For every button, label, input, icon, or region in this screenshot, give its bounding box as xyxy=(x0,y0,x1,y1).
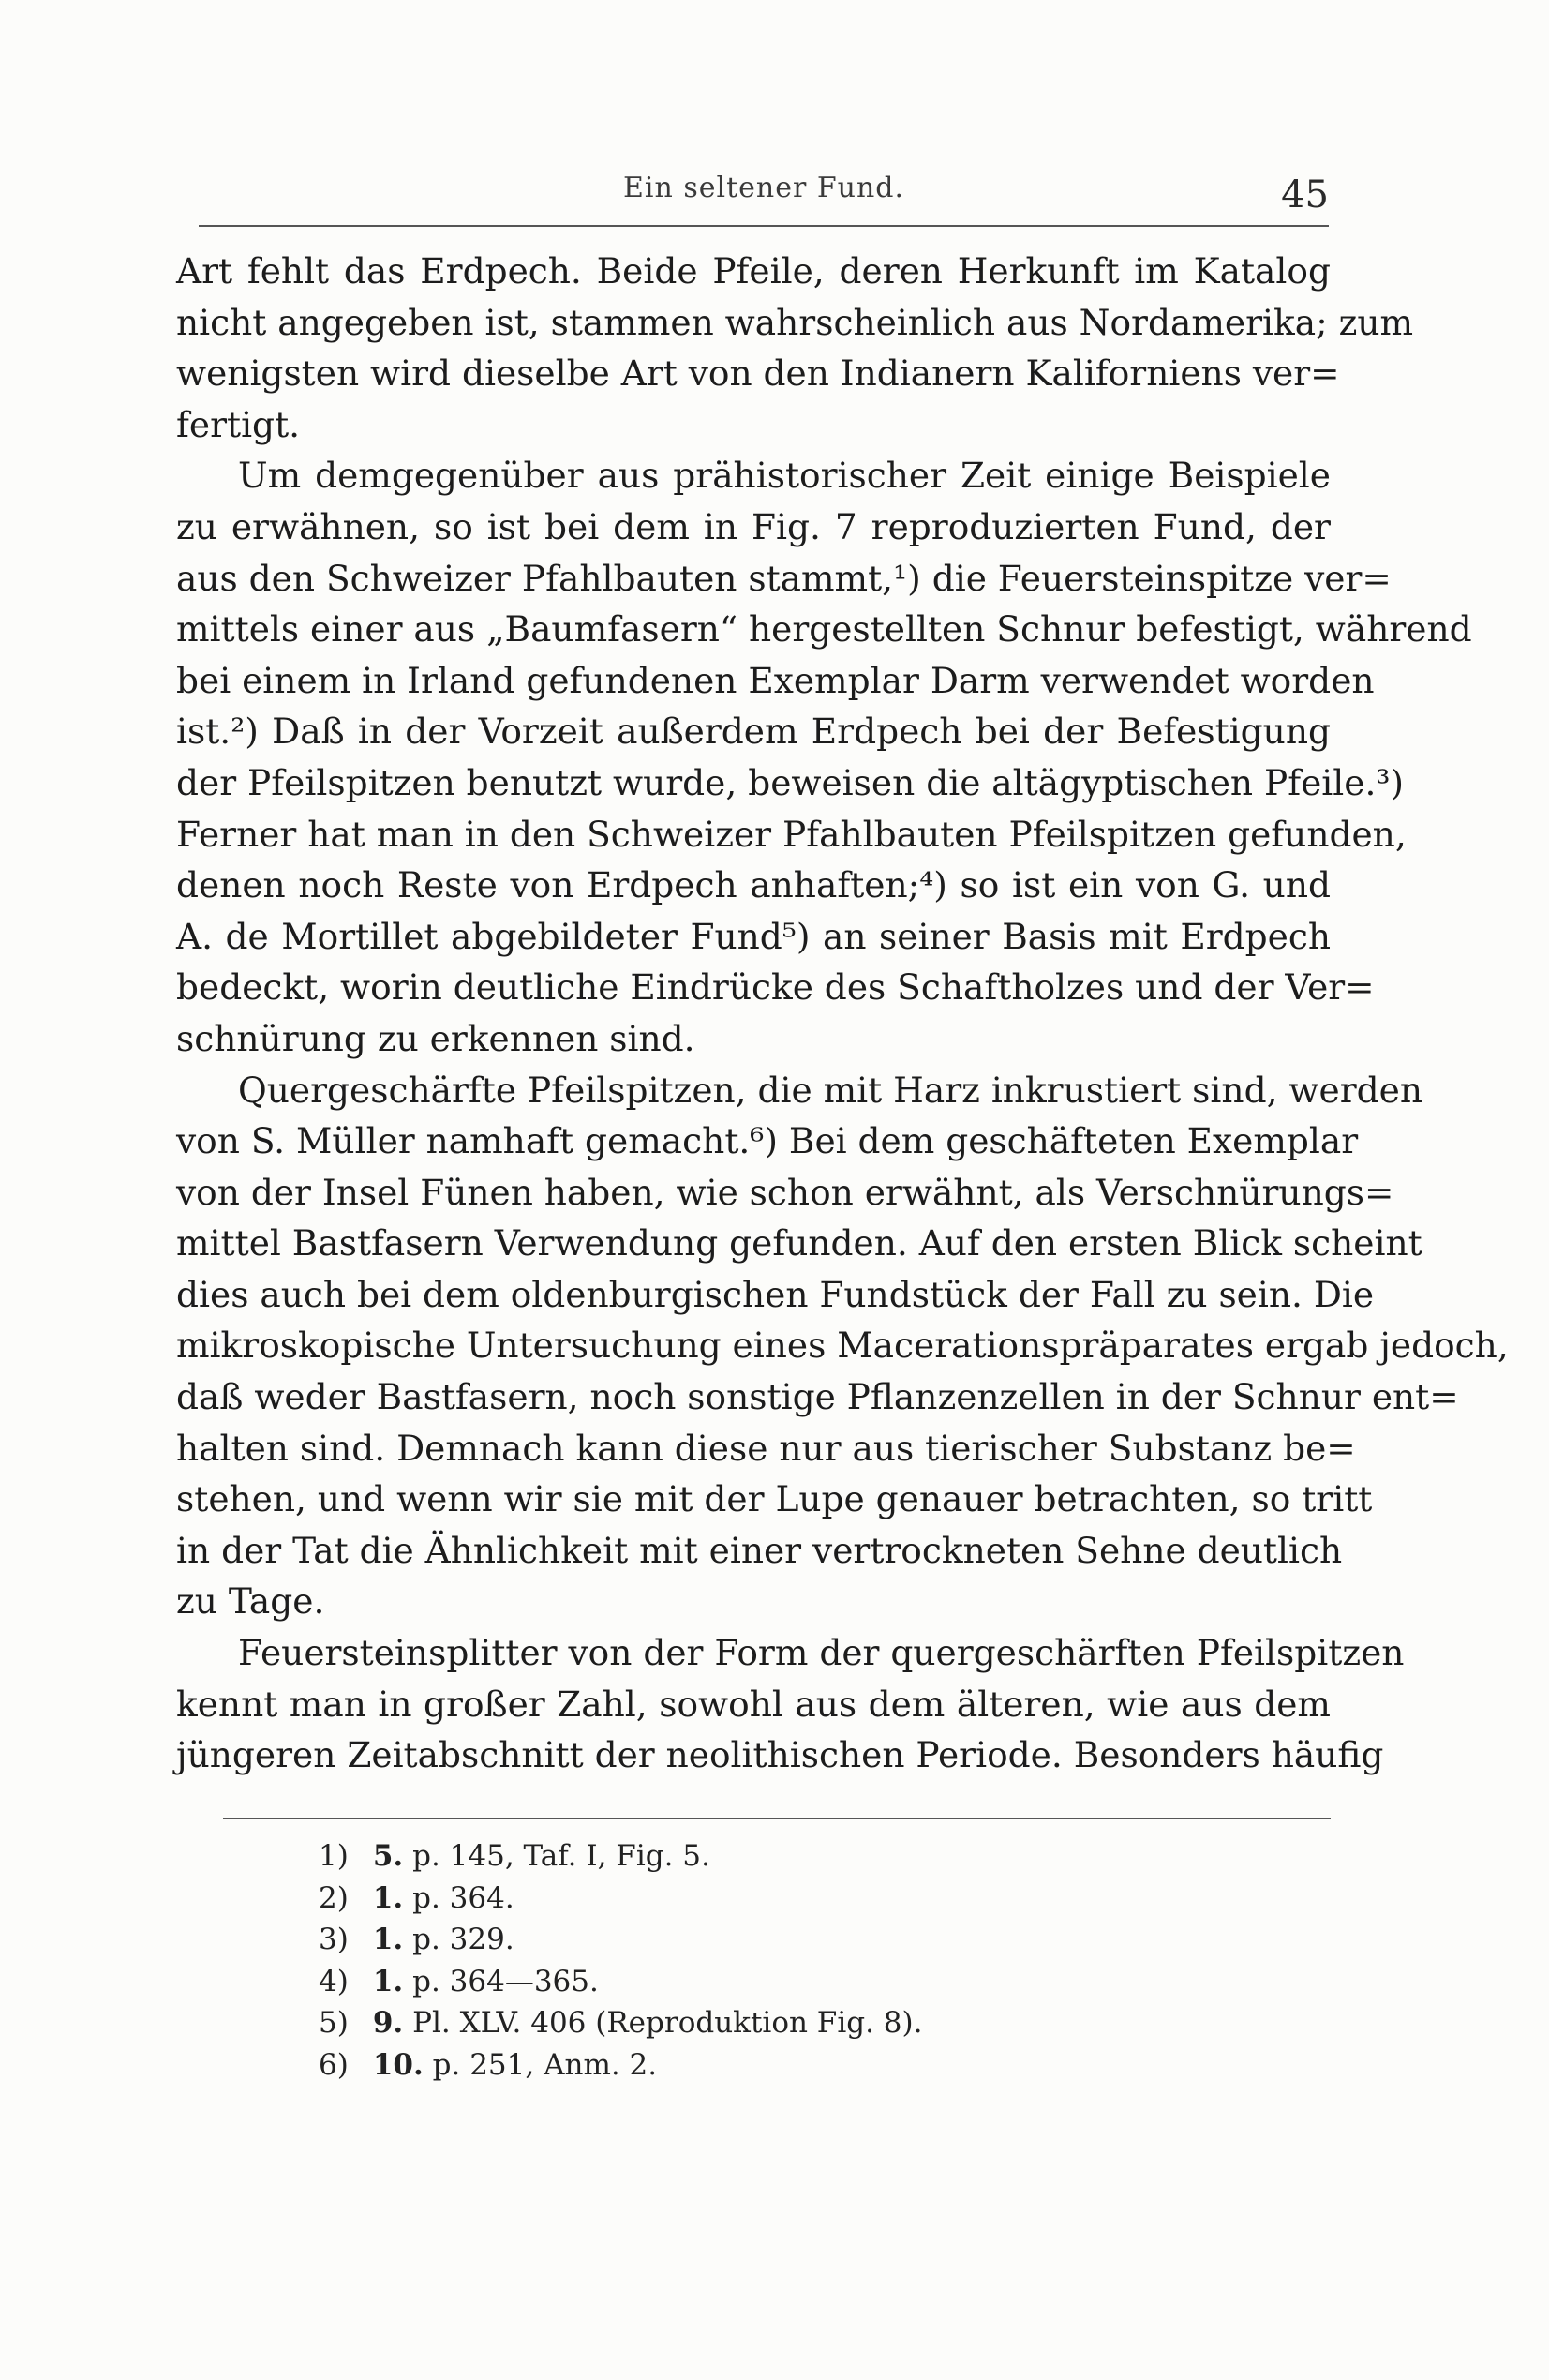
footnote-text: p. 145, Taf. I, Fig. 5. xyxy=(412,1839,710,1873)
text-line: Art fehlt das Erdpech. Beide Pfeile, deren Herkunft im Katalog xyxy=(176,250,1331,292)
footnote xyxy=(319,2002,1162,2044)
footnote-text: Pl. XLV. 406 (Reproduktion Fig. 8). xyxy=(412,2006,923,2040)
footnote xyxy=(319,1835,1162,1878)
footnote-ref: 5. xyxy=(372,1839,404,1873)
text-line: Feuersteinsplitter von der Form der quergeschärften Pfeilspitzen xyxy=(238,1632,1405,1674)
text-line: halten sind. Demnach kann diese nur aus tierischer Substanz be= xyxy=(176,1427,1356,1469)
footnote-marker: 2) xyxy=(319,1880,349,1915)
footnote-text: p. 251, Anm. 2. xyxy=(432,2047,658,2082)
footnote-ref: 1. xyxy=(372,1923,404,1956)
footnote-rule xyxy=(223,1818,1331,1819)
text-line: mikroskopische Untersuchung eines Macerationspräparates ergab jedoch, xyxy=(176,1325,1509,1367)
text-line: denen noch Reste von Erdpech anhaften;⁴) so ist ein von G. und xyxy=(176,864,1331,906)
text-line: jüngeren Zeitabschnitt der neolithischen Periode. Besonders häufig xyxy=(176,1734,1384,1776)
running-head xyxy=(199,164,1329,220)
text-line: dies auch bei dem oldenburgischen Fundstück der Fall zu sein. Die xyxy=(176,1273,1375,1315)
text-line: kennt man in großer Zahl, sowohl aus dem älteren, wie aus dem xyxy=(176,1683,1331,1725)
text-line: mittel Bastfasern Verwendung gefunden. Auf den ersten Blick scheint xyxy=(176,1222,1422,1265)
footnote-ref: 10. xyxy=(372,2047,424,2082)
footnote-marker: 3) xyxy=(319,1923,349,1956)
text-line: mittels einer aus „Baumfasern“ hergestellten Schnur befestigt, während xyxy=(176,608,1472,651)
page-number: 45 xyxy=(1281,173,1329,217)
text-line: Um demgegenüber aus prähistorischer Zeit einige Beispiele xyxy=(238,455,1331,497)
footnote-marker: 5) xyxy=(319,2006,349,2040)
text-line: Quergeschärfte Pfeilspitzen, die mit Harz inkrustiert sind, werden xyxy=(238,1069,1422,1111)
text-line: von der Insel Fünen haben, wie schon erwähnt, als Verschnürungs= xyxy=(176,1171,1394,1213)
header-rule xyxy=(199,225,1329,227)
body-text xyxy=(176,246,1509,1781)
text-line: Ferner hat man in den Schweizer Pfahlbauten Pfeilspitzen gefunden, xyxy=(176,813,1407,855)
text-line: wenigsten wird dieselbe Art von den Indianern Kaliforniens ver= xyxy=(176,352,1340,395)
text-line: daß weder Bastfasern, noch sonstige Pflanzenzellen in der Schnur ent= xyxy=(176,1376,1459,1418)
footnote-text: p. 364. xyxy=(412,1880,514,1915)
text-line: aus den Schweizer Pfahlbauten stammt,¹) die Feuersteinspitze ver= xyxy=(176,557,1392,599)
footnote xyxy=(319,2044,1162,2087)
footnote xyxy=(319,1878,1162,1920)
footnote-ref: 9. xyxy=(372,2006,404,2040)
text-line: der Pfeilspitzen benutzt wurde, beweisen die altägyptischen Pfeile.³) xyxy=(176,761,1405,803)
footnote-marker: 6) xyxy=(319,2047,349,2082)
text-line: zu erwähnen, so ist bei dem in Fig. 7 reproduzierten Fund, der xyxy=(176,505,1331,547)
text-line: schnürung zu erkennen sind. xyxy=(176,1017,695,1059)
running-title: Ein seltener Fund. xyxy=(622,172,905,204)
footnote-ref: 1. xyxy=(372,1880,404,1915)
text-line: A. de Mortillet abgebildeter Fund⁵) an seiner Basis mit Erdpech xyxy=(176,915,1331,957)
footnote-marker: 1) xyxy=(319,1839,349,1873)
text-line: bedeckt, worin deutliche Eindrücke des Schaftholzes und der Ver= xyxy=(176,966,1375,1009)
text-line: fertigt. xyxy=(176,403,301,445)
text-line: stehen, und wenn wir sie mit der Lupe genauer betrachten, so tritt xyxy=(176,1478,1373,1520)
text-line: von S. Müller namhaft gemacht.⁶) Bei dem geschäfteten Exemplar xyxy=(176,1120,1359,1162)
footnote xyxy=(319,1919,1162,1961)
text-line: in der Tat die Ähnlichkeit mit einer vertrockneten Sehne deutlich xyxy=(176,1529,1343,1571)
text-line: nicht angegeben ist, stammen wahrscheinlich aus Nordamerika; zum xyxy=(176,301,1414,343)
text-line: ist.²) Daß in der Vorzeit außerdem Erdpech bei der Befestigung xyxy=(176,711,1331,753)
footnote-ref: 1. xyxy=(372,1964,404,1998)
text-line: zu Tage. xyxy=(176,1580,325,1623)
footnote xyxy=(319,1961,1162,2003)
footnotes xyxy=(319,1835,1162,2086)
footnote-marker: 4) xyxy=(319,1964,349,1998)
text-line: bei einem in Irland gefundenen Exemplar Darm verwendet worden xyxy=(176,659,1375,701)
footnote-text: p. 329. xyxy=(412,1923,514,1956)
footnote-text: p. 364—365. xyxy=(412,1964,599,1998)
